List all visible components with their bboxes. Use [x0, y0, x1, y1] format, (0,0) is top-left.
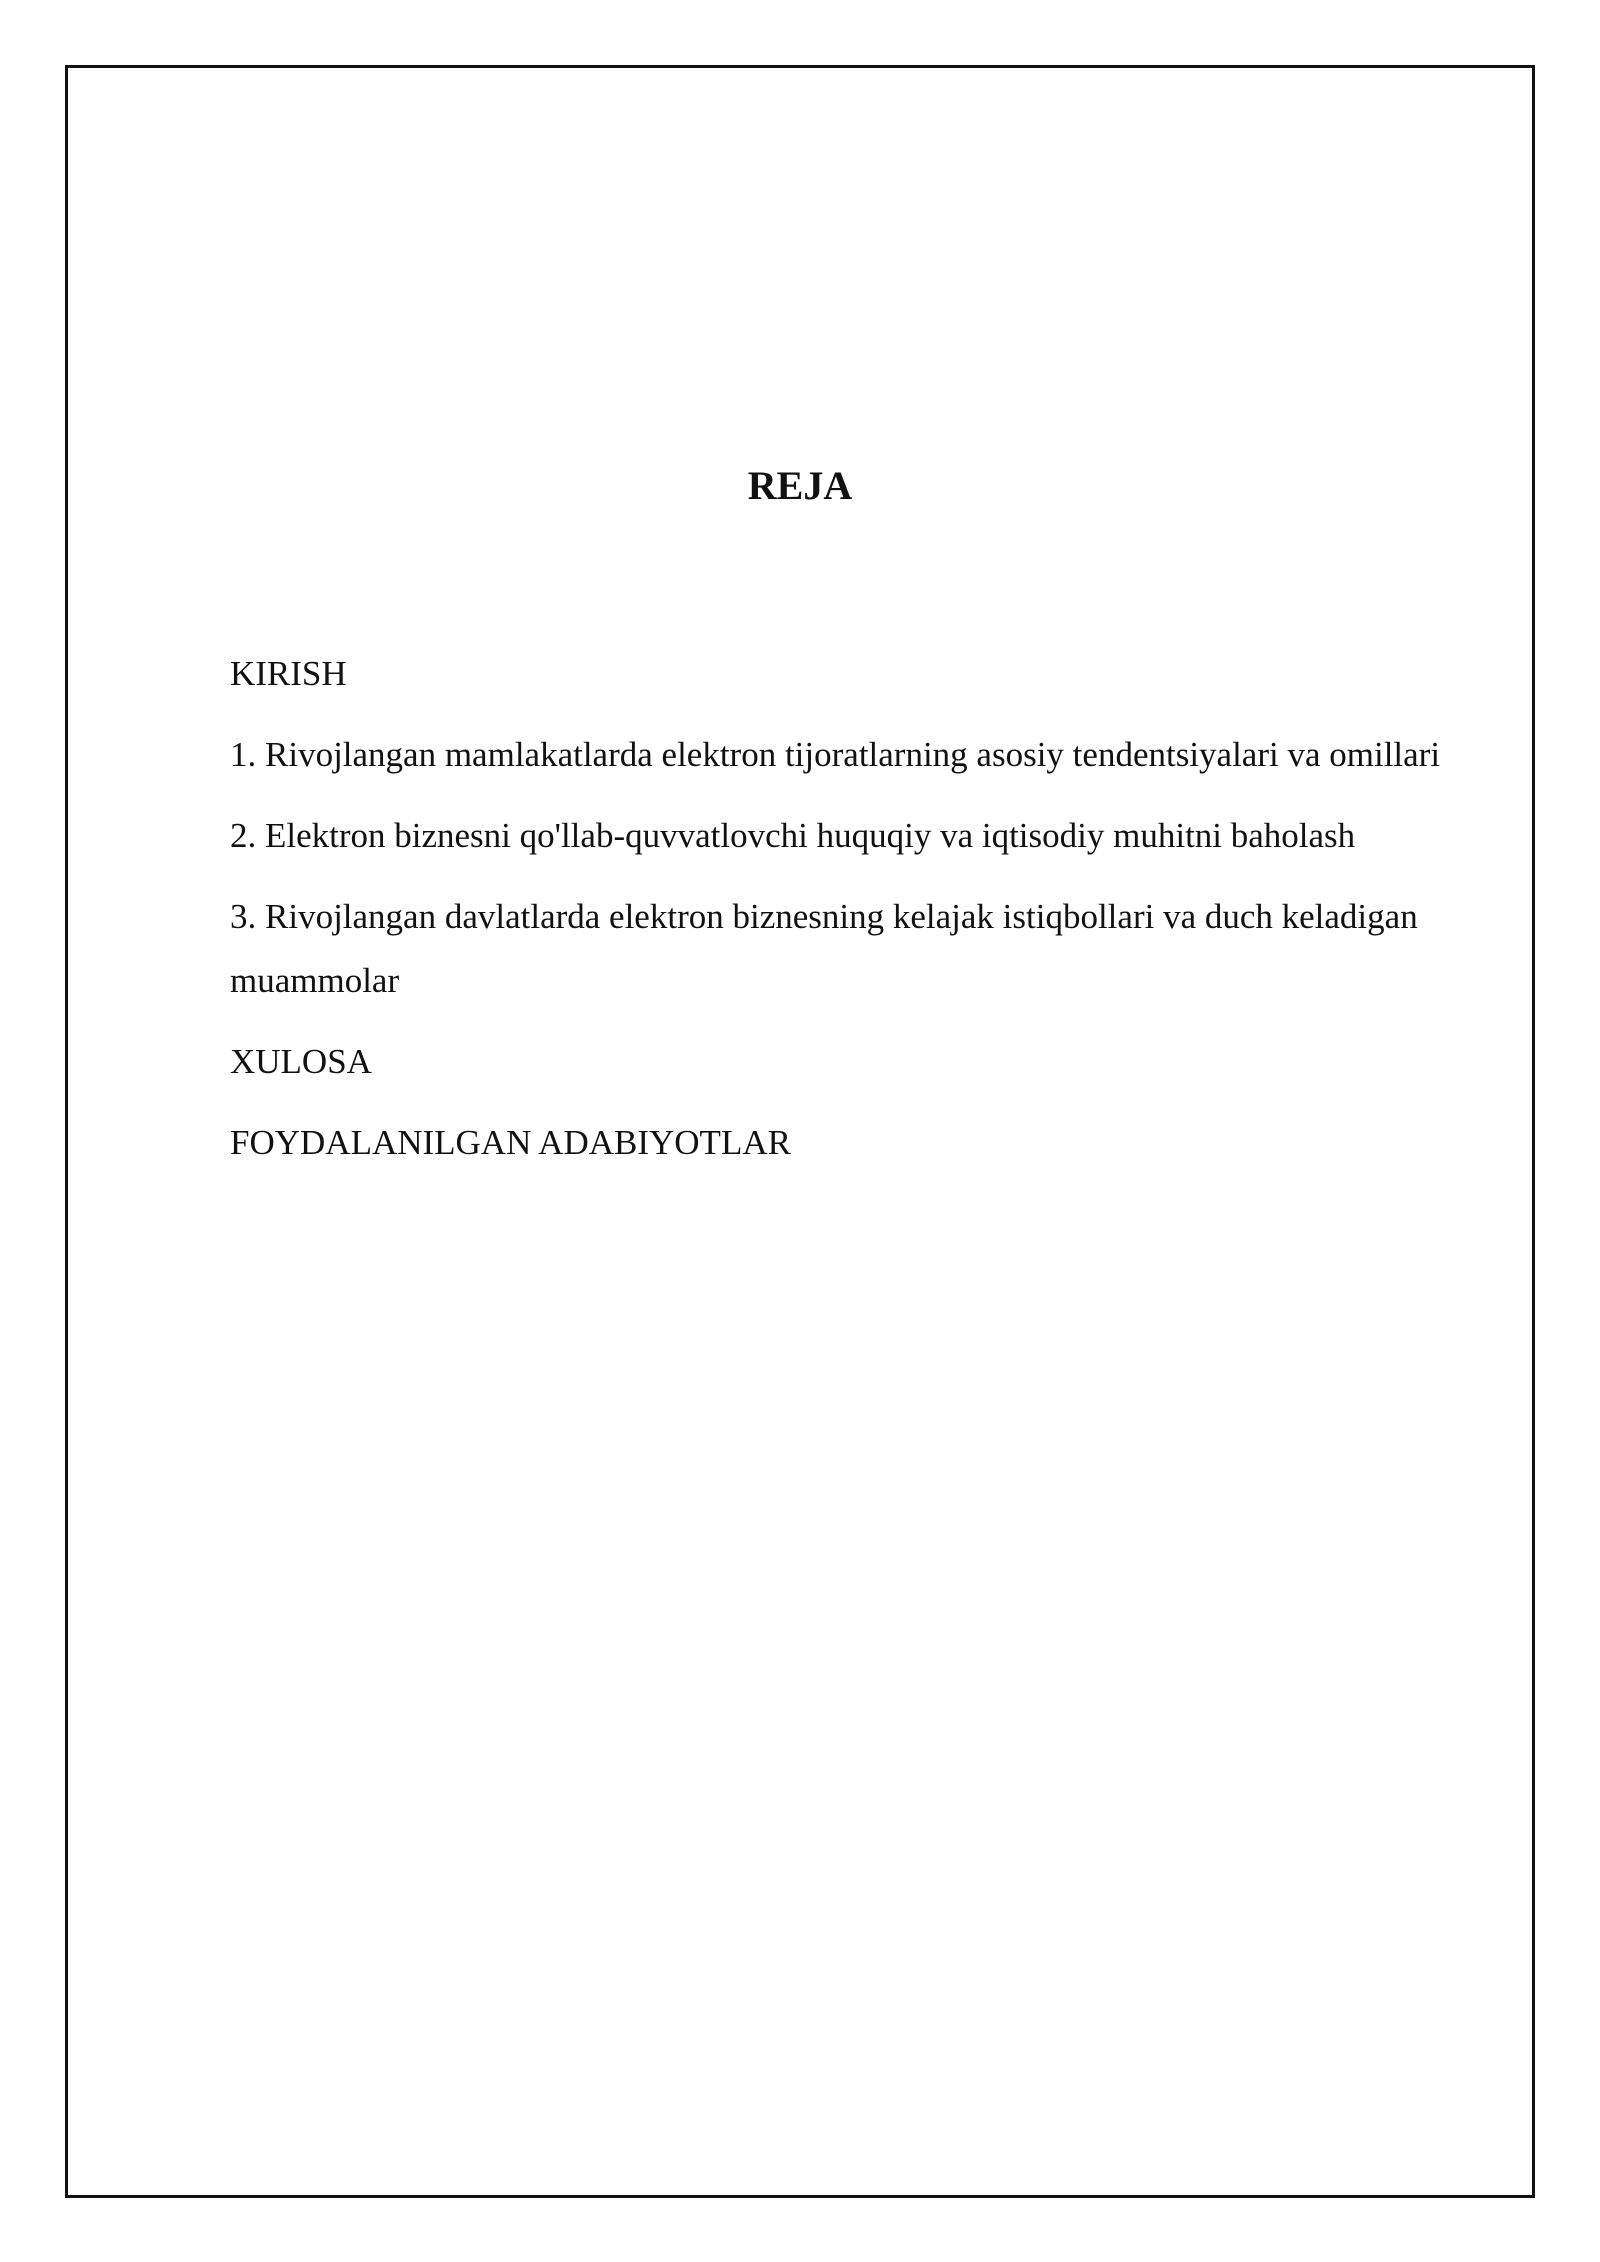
toc-item-section-3: 3. Rivojlangan davlatlarda elektron biznesning kelajak istiqbollari va duch keladigan muammolar	[230, 897, 1418, 1000]
table-of-contents	[230, 642, 1470, 1192]
toc-item-section-1: 1. Rivojlangan mamlakatlarda elektron tijoratlarning asosiy tendentsiyalari va omillari	[230, 735, 1441, 774]
toc-item-conclusion: XULOSA	[230, 1042, 372, 1081]
toc-item-section-2: 2. Elektron biznesni qo'llab-quvvatlovchi huquqiy va iqtisodiy muhitni baholash	[230, 816, 1356, 855]
page-title: REJA	[747, 463, 853, 508]
toc-item-references: FOYDALANILGAN ADABIYOTLAR	[230, 1123, 791, 1162]
toc-item-introduction: KIRISH	[230, 654, 347, 693]
